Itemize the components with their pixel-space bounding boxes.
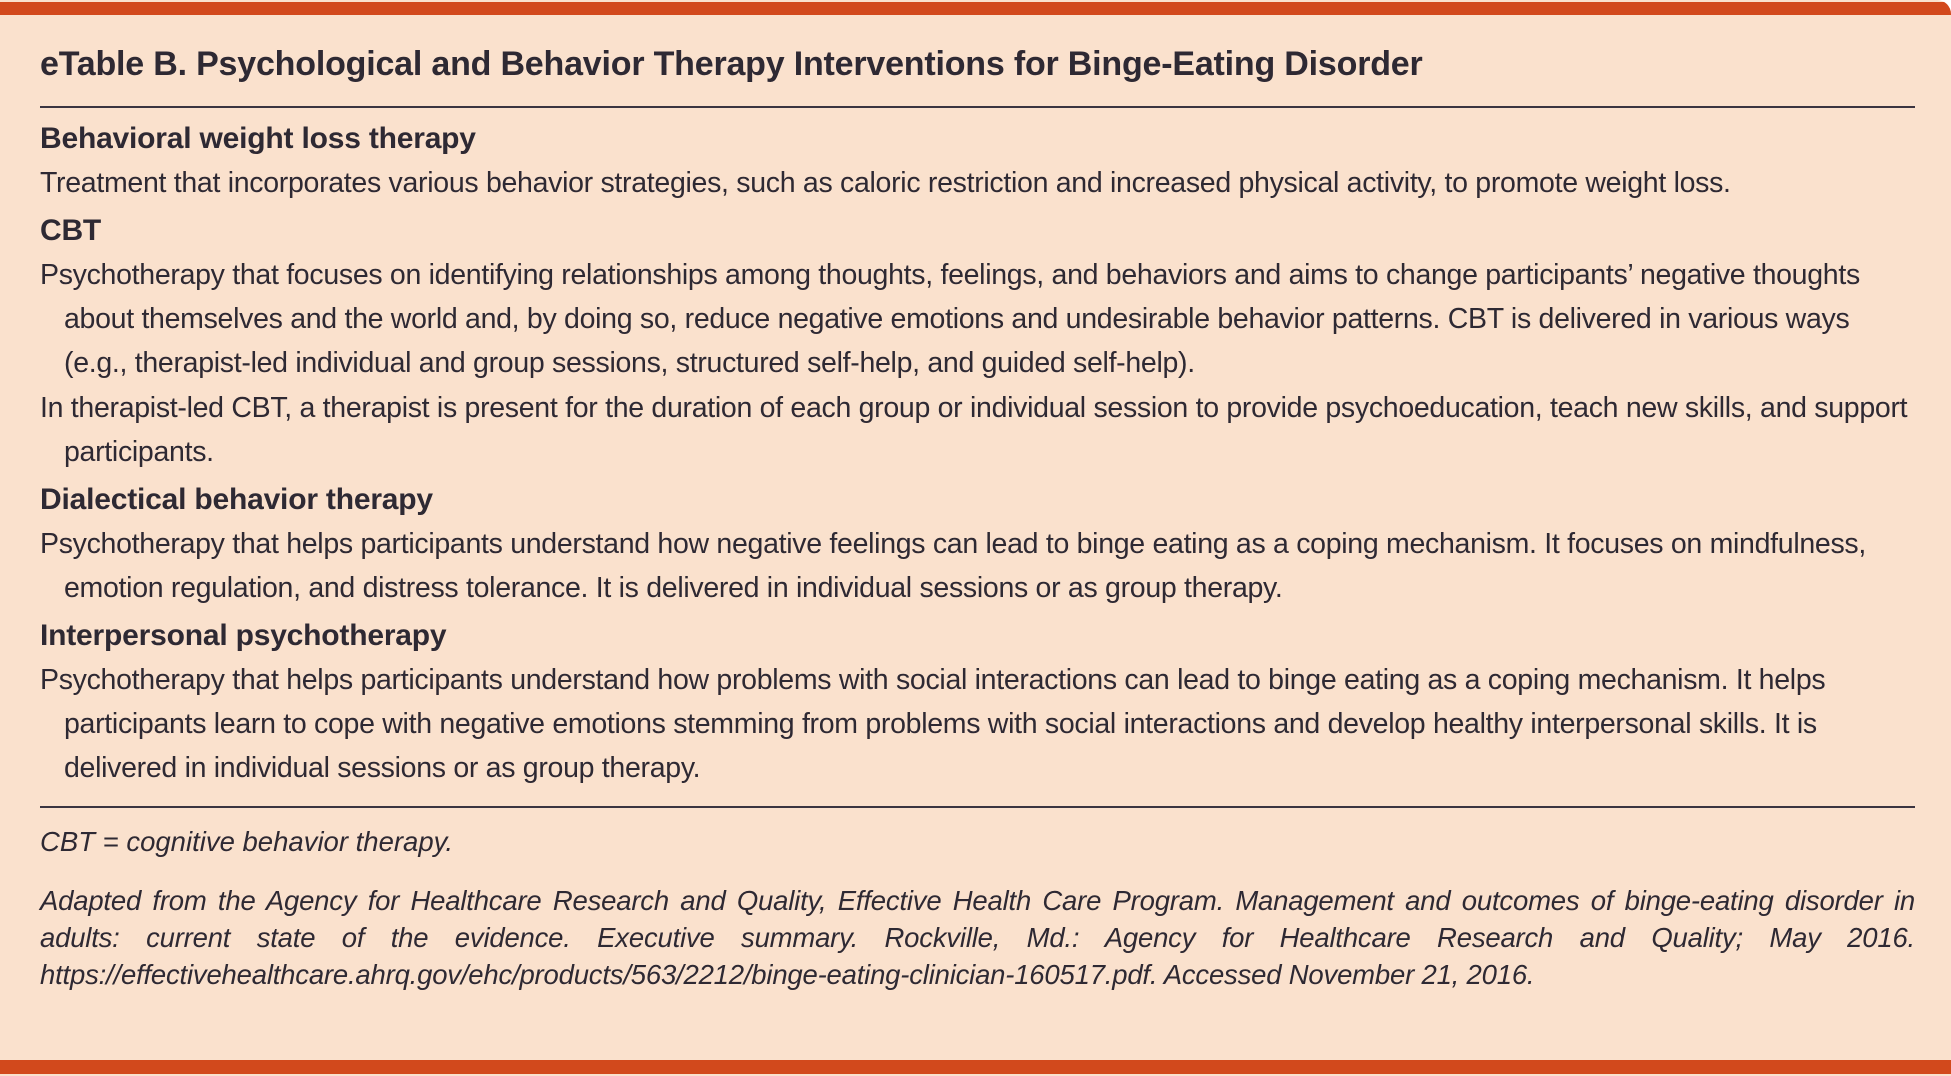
definition-paragraph: Psychotherapy that helps participants understand how negative feelings can lead to binge eating as a coping mechanism. It focuses on mindfulness, emotion regulation, and distress tolerance. It is delivered in individual sessions or as group therapy.: [40, 528, 1866, 604]
footnote-rule: [40, 806, 1915, 808]
section-dialectical-behavior-therapy: [40, 483, 1915, 610]
section-heading: CBT: [40, 214, 102, 247]
section-heading: Interpersonal psychotherapy: [40, 619, 447, 652]
section-heading: Dialectical behavior therapy: [40, 483, 433, 516]
source-footnote: Adapted from the Agency for Healthcare Research and Quality, Effective Health Care Program. Management and outcomes of binge-eating disorder in adults: current state of the evidence. Executive summary. Rockville, Md.: Agency for Healthcare Research and Quality; May 2016. https://effectivehealthcare.ahrq.gov/ehc/products/563/2212/binge-eating-clinician-160517.pdf. Accessed November 21, 2016.: [40, 885, 1915, 990]
section-cbt: [40, 214, 1915, 474]
top-accent-bar: [0, 2, 1951, 15]
definition-paragraph: Psychotherapy that helps participants understand how problems with social interactions can lead to binge eating as a coping mechanism. It helps participants learn to cope with negative emotions stemming from problems with social interactions and develop healthy interpersonal skills. It is delivered in individual sessions or as group therapy.: [40, 664, 1826, 784]
abbreviation-footnote: CBT = cognitive behavior therapy.: [40, 826, 453, 857]
table-title: eTable B. Psychological and Behavior Therapy Interventions for Binge-Eating Disorder: [40, 45, 1423, 83]
bottom-accent-bar: [0, 1060, 1951, 1074]
section-behavioral-weight-loss: [40, 122, 1915, 205]
definition-paragraph: Treatment that incorporates various behavior strategies, such as caloric restriction and increased physical activity, to promote weight loss.: [40, 167, 1731, 199]
title-rule: [40, 106, 1915, 108]
section-heading: Behavioral weight loss therapy: [40, 122, 476, 155]
section-interpersonal-psychotherapy: [40, 619, 1915, 790]
definition-paragraph: Psychotherapy that focuses on identifying relationships among thoughts, feelings, and behaviors and aims to change participants’ negative thoughts about themselves and the world and, by doing so, reduce negative emotions and undesirable behavior patterns. CBT is delivered in various ways (e.g., therapist-led individual and group sessions, structured self-help, and guided self-help).: [40, 259, 1860, 379]
etable-content: [0, 15, 1951, 993]
definition-paragraph: In therapist-led CBT, a therapist is present for the duration of each group or individual session to provide psychoeducation, teach new skills, and support participants.: [40, 392, 1908, 468]
